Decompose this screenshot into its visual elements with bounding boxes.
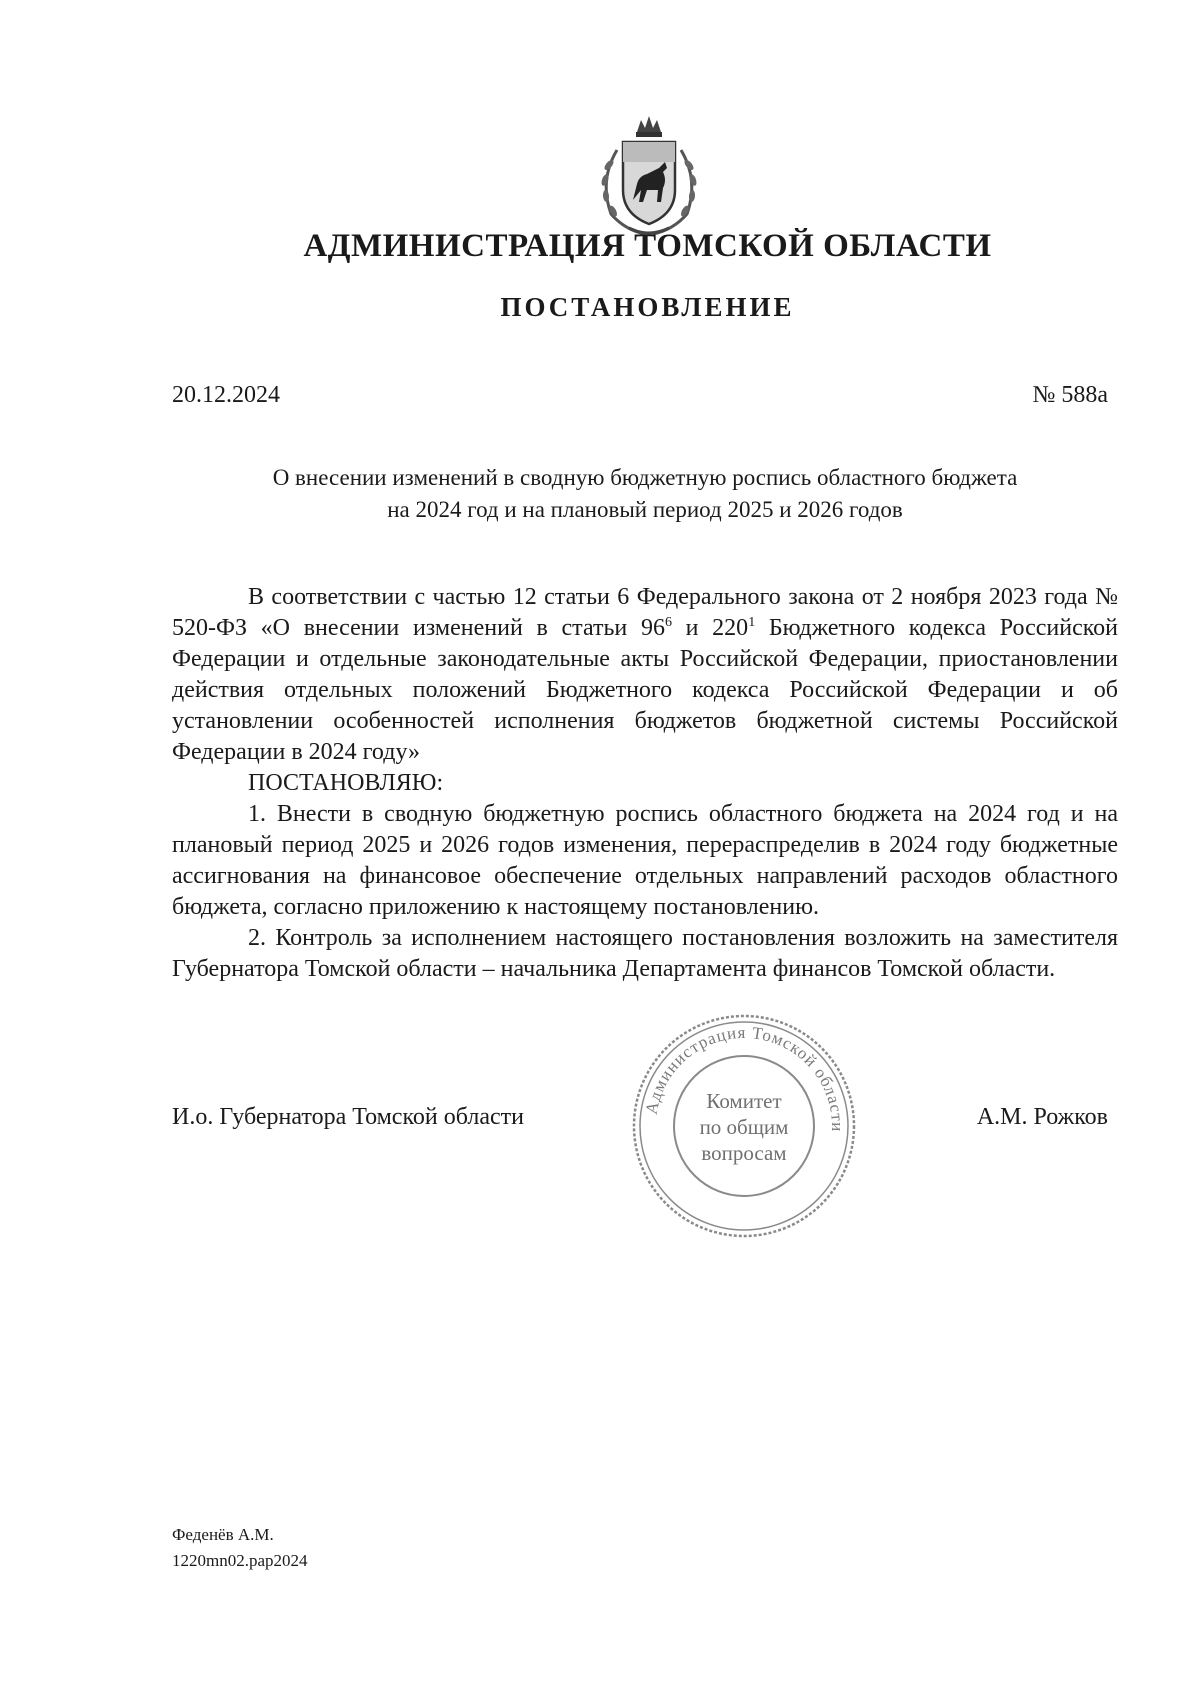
item-2-paragraph: 2. Контроль за исполнением настоящего постановления возложить на заместителя Губернатора Томской области – начальника Департамента финансов Томской области. xyxy=(172,925,1118,982)
preamble-superscript-1: 6 xyxy=(664,615,672,630)
stamp-center-line-2: по общим xyxy=(699,1115,789,1139)
item-1-paragraph: 1. Внести в сводную бюджетную роспись областного бюджета на 2024 год и на плановый период 2025 и 2026 годов изменения, перераспределив в 2024 году бюджетные ассигнования на финансовое обеспечение отдельных направлений расходов областного бюджета, согласно приложению к настоящему постановлению. xyxy=(172,801,1118,920)
signer-title: И.о. Губернатора Томской области xyxy=(172,1104,524,1130)
coat-of-arms-emblem xyxy=(589,110,709,240)
document-date: 20.12.2024 xyxy=(172,382,280,408)
executor-name: Феденёв А.М. xyxy=(172,1525,274,1544)
stamp-ring-text: Администрация Томской области xyxy=(641,1022,848,1133)
file-code: 1220mn02.pap2024 xyxy=(172,1551,308,1570)
subject-line-1: О внесении изменений в сводную бюджетную роспись областного бюджета xyxy=(272,465,1018,490)
document-body xyxy=(172,582,1118,985)
stamp-center-line-3: вопросам xyxy=(701,1141,787,1165)
resolves-heading: ПОСТАНОВЛЯЮ: xyxy=(248,770,444,796)
document-footer xyxy=(172,1522,308,1574)
organization-title: АДМИНИСТРАЦИЯ ТОМСКОЙ ОБЛАСТИ xyxy=(303,228,992,264)
preamble-text-1: В соответствии с частью 12 статьи 6 Федерального закона от 2 ноября 2023 года № 520-ФЗ «О внесении изменений в статьи 96 xyxy=(172,584,1118,641)
official-stamp xyxy=(628,1010,860,1242)
stamp-center-line-1: Комитет xyxy=(706,1089,782,1113)
subject-line-2: на 2024 год и на плановый период 2025 и 2026 годов xyxy=(387,497,903,522)
preamble-text-3: Бюджетного кодекса Российской Федерации и отдельные законодательные акты Российской Федерации, приостановлении действия отдельных положений Бюджетного кодекса Российской Федерации и об установлении особенностей исполнения бюджетов бюджетной системы Российской Федерации в 2024 году» xyxy=(172,615,1119,765)
preamble-paragraph xyxy=(172,582,1118,768)
signer-name: А.М. Рожков xyxy=(976,1104,1108,1130)
document-type: ПОСТАНОВЛЕНИЕ xyxy=(500,292,795,322)
document-number: № 588а xyxy=(1032,382,1108,408)
document-subject xyxy=(172,462,1118,526)
preamble-superscript-2: 1 xyxy=(748,615,756,630)
preamble-text-2: и 220 xyxy=(671,615,749,641)
